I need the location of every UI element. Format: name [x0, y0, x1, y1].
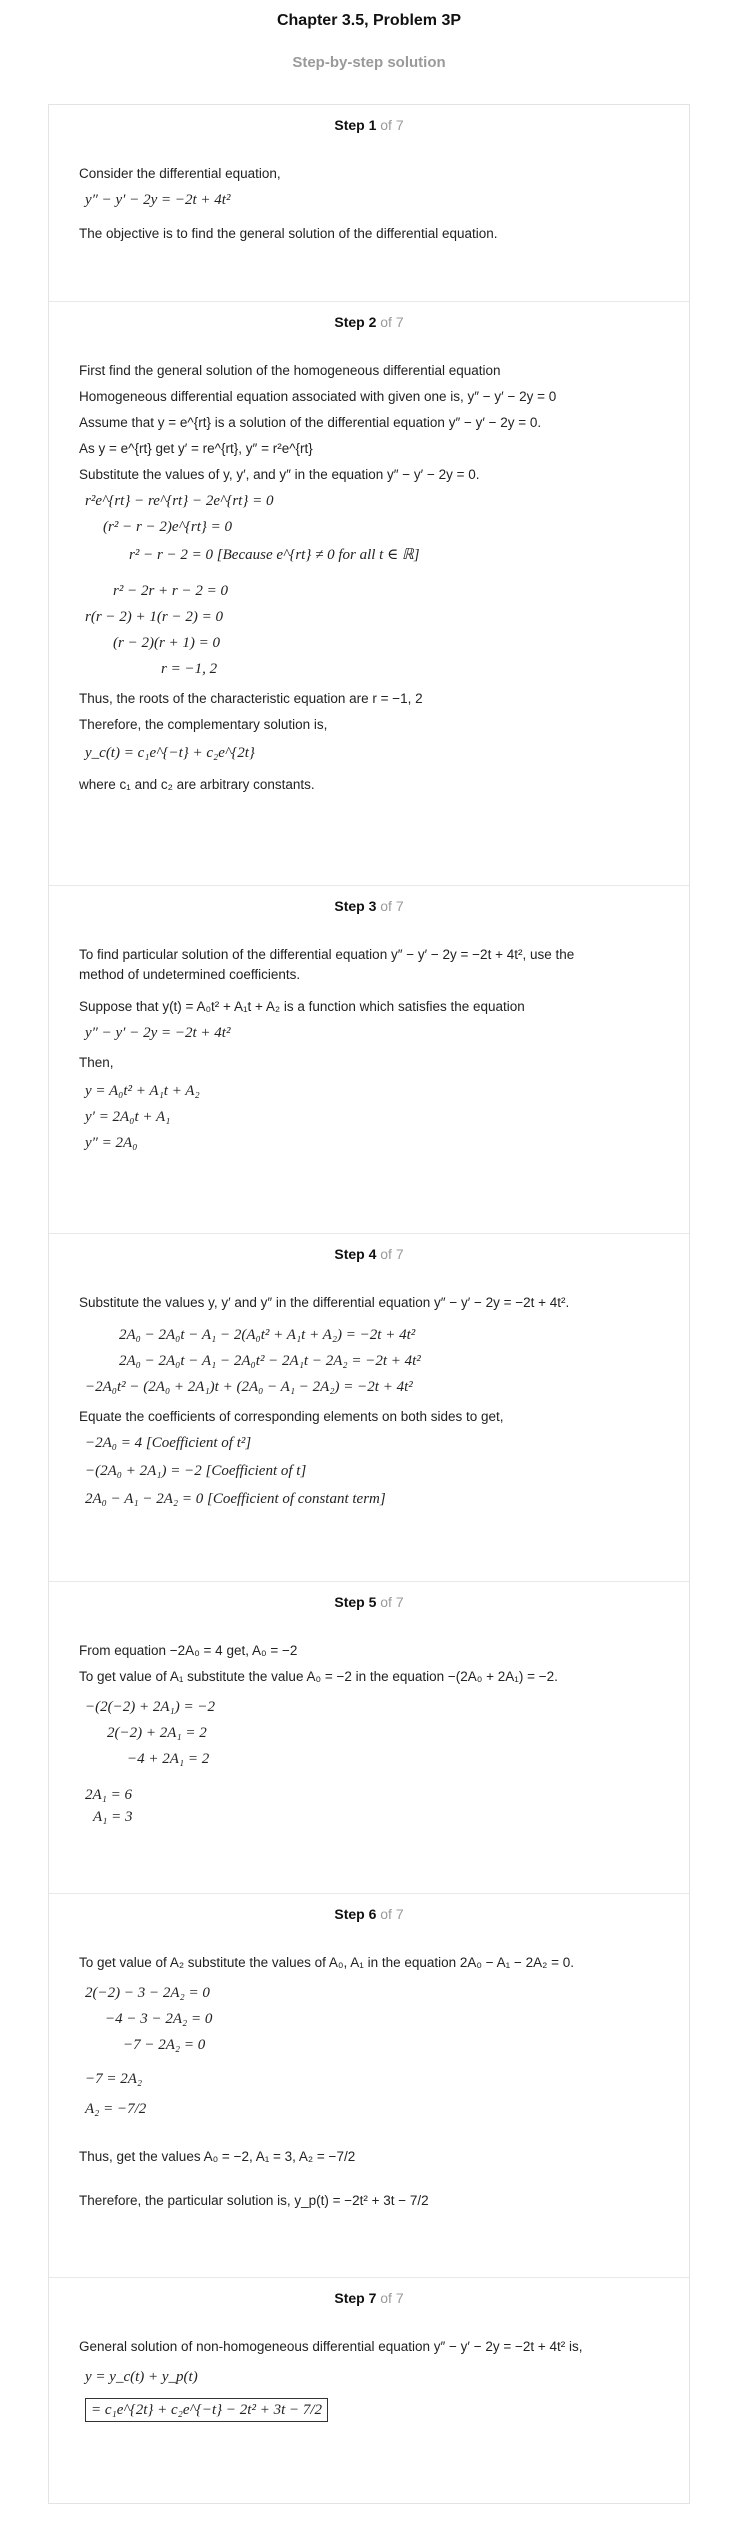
- step-text: To find particular solution of the differential equation y″ − y′ − 2y = −2t + 4t², use the: [79, 947, 575, 962]
- step-text: Then,: [79, 1055, 114, 1070]
- step-heading: Step 5 of 7: [334, 1594, 404, 1610]
- math-line: y = A₀t² + A₁t + A₂: [85, 1083, 200, 1099]
- step-text: Substitute the values y, y′ and y″ in the differential equation y″ − y′ − 2y = −2t + 4t².: [79, 1295, 570, 1310]
- math-line: (r − 2)(r + 1) = 0: [113, 635, 221, 651]
- math-line: r² − 2r + r − 2 = 0: [113, 583, 228, 599]
- math-line: A₁ = 3: [93, 1809, 133, 1825]
- math-line: −4 + 2A₁ = 2: [127, 1751, 210, 1767]
- step-text: Therefore, the complementary solution is,: [79, 717, 328, 732]
- math-line: A₂ = −7/2: [85, 2101, 147, 2117]
- step-heading: Step 1 of 7: [334, 117, 404, 133]
- step-text: method of undetermined coefficients.: [79, 967, 301, 982]
- math-line: −2A₀t² − (2A₀ + 2A₁)t + (2A₀ − A₁ − 2A₂) = −2t + 4t²: [85, 1379, 413, 1395]
- step-6: [49, 1893, 689, 2278]
- step-1: [49, 105, 689, 301]
- step-text: First find the general solution of the homogeneous differential equation: [79, 363, 501, 378]
- step-heading: Step 2 of 7: [334, 314, 404, 330]
- step-heading: Step 6 of 7: [334, 1906, 404, 1922]
- math-line: r(r − 2) + 1(r − 2) = 0: [85, 609, 223, 625]
- math-line: r = −1, 2: [161, 661, 218, 677]
- math-line: −(2(−2) + 2A₁) = −2: [85, 1699, 215, 1715]
- step-text: The objective is to find the general solution of the differential equation.: [79, 226, 498, 241]
- math-line: y″ − y′ − 2y = −2t + 4t²: [85, 1025, 231, 1041]
- step-5: [49, 1581, 689, 1894]
- page-title: Chapter 3.5, Problem 3P: [276, 12, 462, 29]
- math-line: −7 − 2A₂ = 0: [123, 2037, 206, 2053]
- math-line: r²e^{rt} − re^{rt} − 2e^{rt} = 0: [85, 493, 274, 509]
- math-line: y = y_c(t) + y_p(t): [85, 2369, 198, 2385]
- math-line: 2(−2) + 2A₁ = 2: [107, 1725, 207, 1741]
- math-line: 2A₀ − 2A₀t − A₁ − 2(A₀t² + A₁t + A₂) = −2t + 4t²: [119, 1327, 416, 1343]
- step-4: [49, 1233, 689, 1582]
- math-line: y″ = 2A₀: [85, 1135, 138, 1151]
- step-text: Consider the differential equation,: [79, 166, 281, 181]
- step-heading: Step 7 of 7: [334, 2290, 404, 2306]
- step-text: Assume that y = e^{rt} is a solution of the differential equation y″ − y′ − 2y = 0.: [79, 415, 542, 430]
- step-text: Substitute the values of y, y′, and y″ in the equation y″ − y′ − 2y = 0.: [79, 467, 480, 482]
- step-text: From equation −2A₀ = 4 get, A₀ = −2: [79, 1643, 298, 1658]
- final-answer-box: = c₁e^{2t} + c₂e^{−t} − 2t² + 3t − 7/2: [85, 2398, 328, 2422]
- step-text: Equate the coefficients of corresponding elements on both sides to get,: [79, 1409, 504, 1424]
- step-heading: Step 3 of 7: [334, 898, 404, 914]
- step-text: To get value of A₁ substitute the value A₀ = −2 in the equation −(2A₀ + 2A₁) = −2.: [79, 1669, 558, 1684]
- math-line: y″ − y′ − 2y = −2t + 4t²: [85, 192, 231, 208]
- math-line: −(2A₀ + 2A₁) = −2 [Coefficient of t]: [85, 1463, 307, 1479]
- math-line: (r² − r − 2)e^{rt} = 0: [103, 519, 233, 535]
- math-line: 2(−2) − 3 − 2A₂ = 0: [85, 1985, 210, 2001]
- step-text: Thus, the roots of the characteristic equation are r = −1, 2: [79, 691, 423, 706]
- math-line: y′ = 2A₀t + A₁: [85, 1109, 171, 1125]
- page-subtitle: Step-by-step solution: [292, 54, 446, 71]
- final-answer: [85, 2398, 328, 2422]
- math-line: 2A₀ − A₁ − 2A₂ = 0 [Coefficient of constant term]: [85, 1491, 386, 1507]
- step-text: Homogeneous differential equation associated with given one is, y″ − y′ − 2y = 0: [79, 389, 557, 404]
- step-2: [49, 301, 689, 886]
- step-text: To get value of A₂ substitute the values of A₀, A₁ in the equation 2A₀ − A₁ − 2A₂ = 0.: [79, 1955, 574, 1970]
- math-line: 2A₁ = 6: [85, 1787, 132, 1803]
- step-7: [49, 2277, 689, 2504]
- step-text: where c₁ and c₂ are arbitrary constants.: [79, 777, 315, 792]
- math-line: 2A₀ − 2A₀t − A₁ − 2A₀t² − 2A₁t − 2A₂ = −2t + 4t²: [119, 1353, 421, 1369]
- math-line: y_c(t) = c₁e^{−t} + c₂e^{2t}: [85, 745, 255, 761]
- math-line: −4 − 3 − 2A₂ = 0: [105, 2011, 213, 2027]
- step-text: As y = e^{rt} get y′ = re^{rt}, y″ = r²e^{rt}: [79, 441, 313, 456]
- math-line: −7 = 2A₂: [85, 2071, 143, 2087]
- math-line: r² − r − 2 = 0 [Because e^{rt} ≠ 0 for all t ∈ ℝ]: [129, 547, 420, 563]
- step-text: General solution of non-homogeneous differential equation y″ − y′ − 2y = −2t + 4t² is,: [79, 2339, 583, 2354]
- step-3: [49, 885, 689, 1234]
- step-text: Therefore, the particular solution is, y_p(t) = −2t² + 3t − 7/2: [79, 2193, 429, 2208]
- math-line: −2A₀ = 4 [Coefficient of t²]: [85, 1435, 252, 1451]
- step-text: Suppose that y(t) = A₀t² + A₁t + A₂ is a function which satisfies the equation: [79, 999, 525, 1014]
- step-heading: Step 4 of 7: [334, 1246, 404, 1262]
- solution-card: [48, 104, 690, 2504]
- step-text: Thus, get the values A₀ = −2, A₁ = 3, A₂ = −7/2: [79, 2149, 356, 2164]
